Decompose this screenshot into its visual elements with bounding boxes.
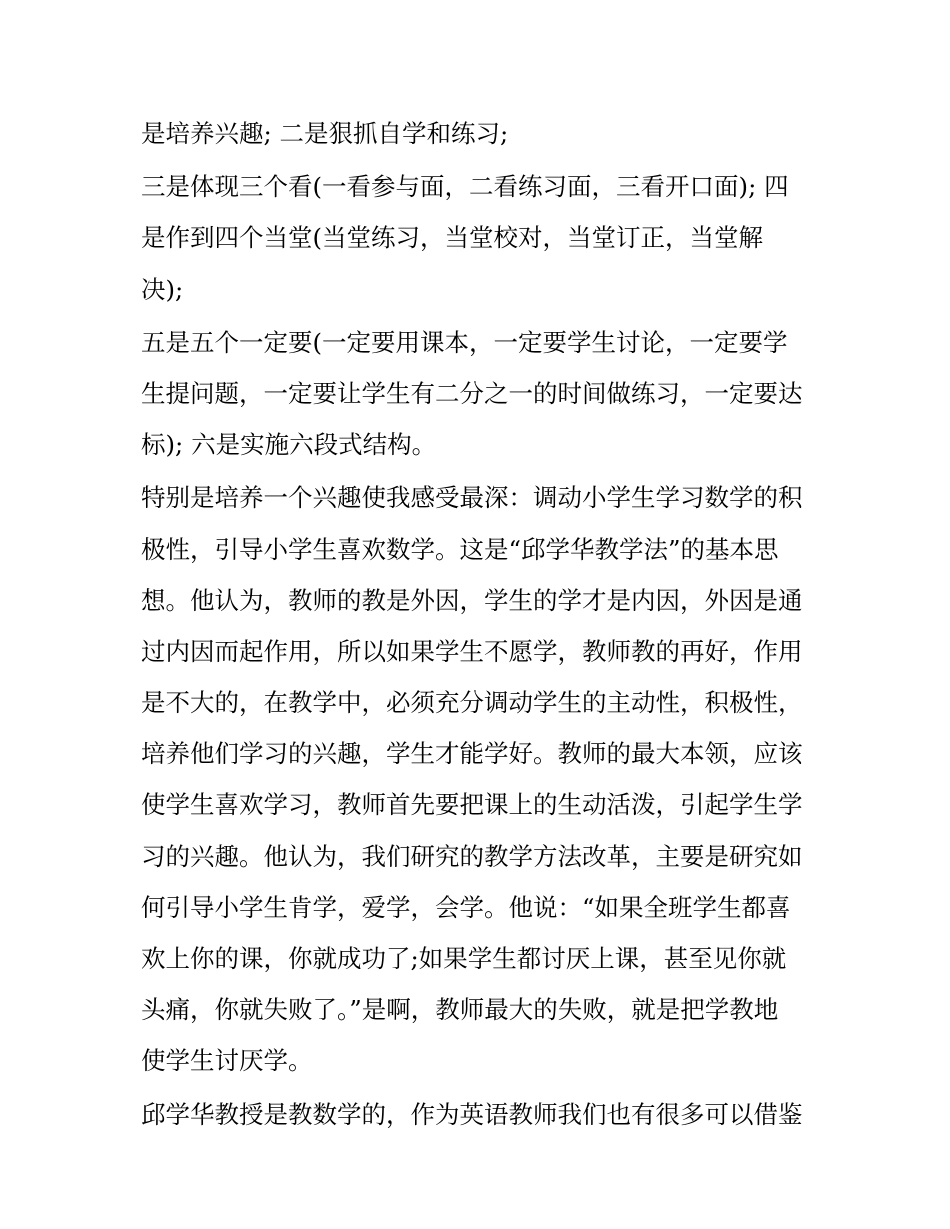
- paragraph-5: [141, 1089, 821, 1140]
- text-line: 头痛，你就失败了。”是啊，教师最大的失败，就是把学教地: [141, 995, 779, 1025]
- text-line: 是不大的，在教学中，必须充分调动学生的主动性，积极性，: [141, 688, 803, 718]
- text-line: 生提问题，一定要让学生有二分之一的时间做练习，一定要达: [141, 378, 803, 408]
- text-line: 过内因而起作用，所以如果学生不愿学，教师教的再好，作用: [141, 636, 803, 666]
- document-body: [141, 108, 821, 1142]
- paragraph-2: [141, 161, 821, 315]
- paragraph-4: [141, 472, 821, 1086]
- text-line: 想。他认为，教师的教是外因，学生的学才是内因，外因是通: [141, 585, 803, 615]
- text-line: 决);: [141, 274, 184, 304]
- text-line: 五是五个一定要(一定要用课本，一定要学生讨论，一定要学: [141, 327, 788, 357]
- text-line: 习的兴趣。他认为，我们研究的教学方法改革，主要是研究如: [141, 841, 803, 871]
- text-line: 使学生讨厌学。: [141, 1046, 313, 1076]
- paragraph-3: [141, 317, 821, 471]
- text-line: 特别是培养一个兴趣使我感受最深：调动小学生学习数学的积: [141, 483, 803, 513]
- text-line: 何引导小学生肯学，爱学，会学。他说：“如果全班学生都喜: [141, 892, 791, 922]
- text-line: 是培养兴趣; 二是狠抓自学和练习;: [141, 119, 509, 148]
- text-line: 三是体现三个看(一看参与面，二看练习面，三看开口面); 四: [141, 172, 789, 202]
- text-line: 欢上你的课，你就成功了;如果学生都讨厌上课，甚至见你就: [141, 944, 787, 973]
- paragraph-1: [141, 108, 821, 159]
- text-line: 是作到四个当堂(当堂练习，当堂校对，当堂订正，当堂解: [141, 223, 764, 253]
- text-line: 培养他们学习的兴趣，学生才能学好。教师的最大本领，应该: [141, 739, 803, 769]
- text-line: 极性，引导小学生喜欢数学。这是“邱学华教学法”的基本思: [141, 534, 779, 564]
- text-line: 标); 六是实施六段式结构。: [141, 430, 437, 460]
- text-line: 使学生喜欢学习，教师首先要把课上的生动活泼，引起学生学: [141, 790, 803, 820]
- text-line: 邱学华教授是教数学的，作为英语教师我们也有很多可以借鉴: [141, 1099, 803, 1129]
